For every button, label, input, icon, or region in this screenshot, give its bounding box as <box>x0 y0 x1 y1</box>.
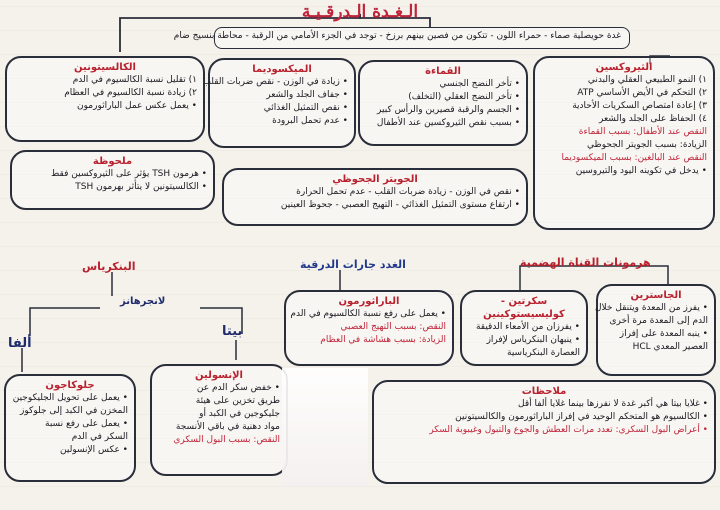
gastrin-line: • يفرز من المعدة ويتنقل خلال <box>594 303 708 313</box>
intro-box <box>173 27 630 49</box>
thyroxine-deficit-adults: النقص عند البالغين: بسبب الميكسوديما <box>561 153 707 163</box>
beta-label: بيتا <box>222 324 243 339</box>
notes-line: • الكالسيوم هو المتحكم الوحيد في إفراز الباراثورمون والكالسيتونين <box>455 412 708 422</box>
myxedema-box <box>202 58 356 148</box>
parathormone-title: الباراثورمون <box>338 296 400 307</box>
thyroxine-line: ٢) التحكم في الأيض الأساسي ATP <box>577 88 707 98</box>
glucagon-line: • عكس الإنسولين <box>60 445 128 455</box>
thyroxine-deficit-children: النقص عند الأطفال: بسبب القماءة <box>578 127 707 137</box>
myxedema-line: • جفاف الجلد والشعر <box>266 90 348 100</box>
gastrin-line: • ينبه المعدة على إفراز <box>619 329 708 339</box>
thyroxine-line: ٤) الحفاظ على الجلد والشعر <box>598 114 707 124</box>
notice-title: ملحوظة <box>92 156 133 167</box>
intro-text: غدة حويصلية صماء - حمراء اللون - تتكون من فصين بينهم برزخ - توجد في الجزء الأمامي من الرقبة - محاطة بنسيج ضام <box>173 31 621 41</box>
cretinism-line: • تأخر النضج الجنسي <box>439 79 520 89</box>
secretin-line: • يفرزان من الأمعاء الدقيقة <box>475 322 580 332</box>
thyroxine-note: • يدخل في تكوينه اليود والتيروسين <box>575 166 707 176</box>
calcitonin-box <box>5 56 205 142</box>
gastrin-title: الجاسترين <box>630 290 682 301</box>
alpha-label: ألفا <box>8 336 32 351</box>
thyroxine-line: ١) النمو الطبيعي العقلي والبدني <box>587 75 707 85</box>
cretinism-box <box>358 60 528 146</box>
secretin-line: • ينبهان البنكرياس لإفراز <box>486 335 580 345</box>
gastrin-line: العصير المعدي HCL <box>632 342 708 352</box>
calcitonin-line: ١) تقليل نسبة الكالسيوم في الدم <box>72 75 197 85</box>
cretinism-title: القماءة <box>425 66 461 77</box>
notes-box <box>372 380 716 484</box>
glucagon-line: السكر في الدم <box>71 432 128 442</box>
myxedema-title: الميكسوديما <box>252 64 312 75</box>
thyroxine-box <box>533 56 715 230</box>
insulin-title: الإنسولين <box>195 370 243 381</box>
secretin-box <box>460 290 588 366</box>
thyroxine-line: ٣) إعادة امتصاص السكريات الأحادية <box>572 101 707 111</box>
glucagon-line: • يعمل على تحويل الجليكوجين <box>12 393 128 403</box>
thyroxine-excess: الزيادة: بسبب الجويتر الجحوظي <box>587 140 707 150</box>
parathormone-line: الزيادة: بسبب هشاشة في العظام <box>320 335 446 345</box>
goiter-line: • ارتفاع مستوى التمثيل الغذائي - التهيج العصبي - جحوظ العينين <box>280 200 520 210</box>
insulin-line: جليكوجين في الكبد أو <box>199 409 280 419</box>
gastrin-line: الدم إلى المعدة مرة أخرى <box>609 316 708 326</box>
insulin-line: مواد دهنية في باقي الأنسجة <box>175 422 280 432</box>
insulin-line: • خفض سكر الدم عن <box>196 383 280 393</box>
parathormone-box <box>284 290 454 366</box>
calcitonin-line: ٢) زيادة نسبة الكالسيوم في العظام <box>64 88 197 98</box>
insulin-deficit: النقص: بسبب البول السكري <box>173 435 280 445</box>
cretinism-line: • تأخر النضج العقلي (التخلف) <box>408 92 520 102</box>
pancreas-title: البنكرياس <box>82 260 136 273</box>
secretin-line: العصارة البنكرياسية <box>507 348 580 358</box>
glucagon-title: جلوكاجون <box>45 380 95 391</box>
myxedema-line: • زيادة في الوزن - نقص ضربات القلب <box>202 77 348 87</box>
notes-line: • غلايا بيتا هي أكبر غدة لا نفرزها بينما غلايا ألفا أقل <box>518 399 708 409</box>
parathyroid-title: الغدد جارات الدرقية <box>300 258 406 271</box>
myxedema-line: • عدم تحمل البرودة <box>272 116 348 126</box>
gastrin-box <box>596 284 716 376</box>
glucagon-line: • يعمل على رفع نسبة <box>45 419 128 429</box>
thyroxine-title: الثيروكسين <box>595 62 653 73</box>
notes-title: ملاحظات <box>521 386 567 397</box>
goiter-title: الجويتر الجحوظي <box>332 174 418 185</box>
cretinism-line: • بسبب نقص الثيروكسين عند الأطفال <box>376 118 520 128</box>
secretin-title: سكرتين - كوليسيستوكينين <box>483 296 565 320</box>
myxedema-line: • نقص التمثيل الغذائي <box>263 103 348 113</box>
insulin-line: طريق تخزين على هيئة <box>195 396 280 406</box>
notice-box <box>10 150 215 210</box>
goiter-box <box>222 168 528 226</box>
goiter-line: • نقص في الوزن - زيادة ضربات القلب - عدم تحمل الحرارة <box>296 187 520 197</box>
notice-line: • الكالسيتونين لا يتأثر بهرمون TSH <box>75 182 207 192</box>
glucagon-box <box>4 374 136 482</box>
insulin-box <box>150 364 288 476</box>
gi-hormones-title: هرمونات القناة الهضمية <box>520 256 651 269</box>
langerhans-label: لانجرهانز <box>120 296 166 307</box>
parathormone-line: النقص: بسبب التهيج العصبي <box>340 322 446 332</box>
page-title: الـغـدة الـدرقـيـة <box>301 2 419 22</box>
erased-area <box>282 368 368 486</box>
glucagon-line: المخزن في الكبد إلى جلوكوز <box>20 406 128 416</box>
calcitonin-line: • يعمل عكس عمل الباراثورمون <box>77 101 197 111</box>
notes-line: • أعراض البول السكري: تعدد مرات العطش والجوع والتبول وغيبوبة السكر <box>429 425 708 435</box>
calcitonin-title: الكالسيتونين <box>74 62 136 73</box>
parathormone-line: • يعمل على رفع نسبة الكالسيوم في الدم <box>290 309 446 319</box>
notice-line: • هرمون TSH يؤثر على الثيروكسين فقط <box>51 169 207 179</box>
cretinism-line: • الجسم والرقبة قصيرين والرأس كبير <box>377 105 520 115</box>
